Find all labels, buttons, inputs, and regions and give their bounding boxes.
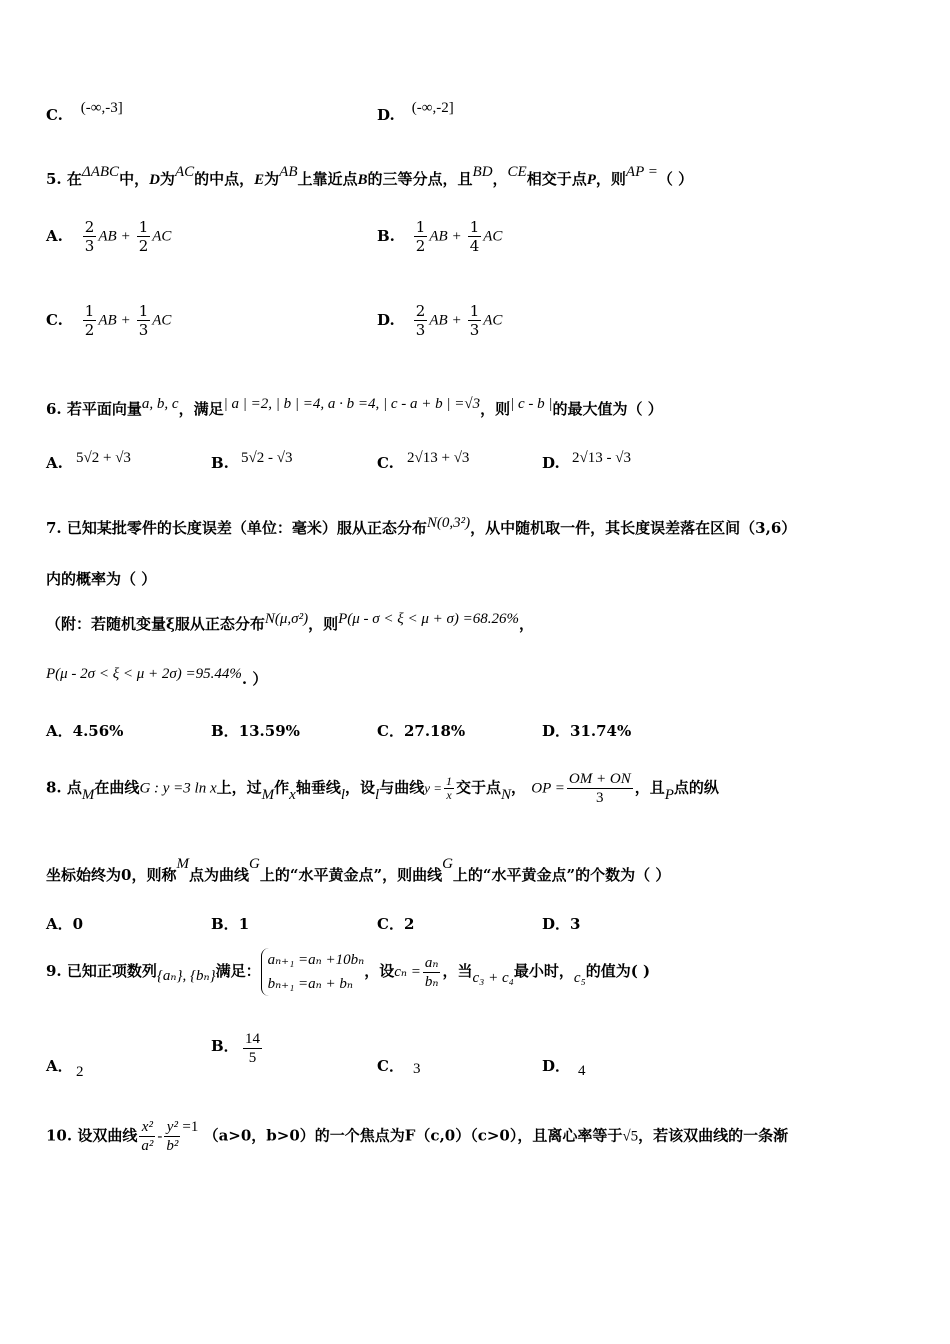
q9-option-b[interactable]: B． $\frac{14}{5}$ [211,1031,260,1066]
q9-stem: 9. 已知正项数列{aₙ}, {bₙ}满足： aₙ₊₁ =aₙ +10bₙ bₙ₊₁ =aₙ + bₙ ，设cₙ = $\frac{\text{aₙ}}{\text{bₙ}}$ ，当c₃ + c₄最小时，c₅的值为( ) [46,948,650,996]
q4-option-d[interactable] [377,100,454,125]
q10-stem: 10. 设双曲线 $\frac{\text{x²}}{\text{a²}}$ - $\frac{\text{y²}}{\text{b²}}$ =1 （a>0，b>0）的一个焦点为F（c,0）（c>0），且离心率等于√5，若该双曲线的一条渐 [46,1118,789,1154]
q6-option-c[interactable]: C. 2√13 + √3 [377,450,470,472]
q9-option-c[interactable]: C． 3 [377,1057,421,1077]
q8-stem: 8. 点M在曲线G : y =3 ln x上，过M作x轴垂线l，设l与曲线y = $\frac{1}{x}$ 交于点N， OP = $\frac{OM + ON}{3}$ ，且P点的纵 [46,771,719,806]
option-label: C. [46,106,63,124]
q5-option-c[interactable]: C. $\frac{1}{2}$ AB + $\frac{1}{3}$ AC [46,302,172,339]
q6-option-a[interactable]: A. 5√2 + √3 [46,450,131,472]
option-math: (-∞,-2] [411,100,454,116]
q8-option-b[interactable]: B．1 [211,915,250,933]
q8-stem-line2: 坐标始终为0，则称M点为曲线G上的“水平黄金点”，则曲线G上的“水平黄金点”的个数为（ ） [46,856,671,884]
q7-option-a[interactable]: A．4.56% [46,722,124,740]
q7-stem: 7. 已知某批零件的长度误差（单位：毫米）服从正态分布N(0,3²)，从中随机取一件，其长度误差落在区间（3,6） [46,515,797,537]
option-label: D. [377,106,395,124]
q7-option-b[interactable]: B．13.59% [211,722,300,740]
q6-option-d[interactable]: D. 2√13 - √3 [542,450,631,472]
q9-system: aₙ₊₁ =aₙ +10bₙ bₙ₊₁ =aₙ + bₙ [261,948,365,996]
q7-stem-line2: 内的概率为（ ） [46,570,157,588]
q7-note-line2: P(μ - 2σ < ξ < μ + 2σ) =95.44%. ） [46,666,268,688]
option-math: (-∞,-3] [80,100,123,116]
q5-option-b[interactable]: B. $\frac{1}{2}$ AB + $\frac{1}{4}$ AC [377,218,503,255]
q7-option-c[interactable]: C．27.18% [377,722,466,740]
q7-note: （附：若随机变量ξ服从正态分布N(μ,σ²)，则P(μ - σ < ξ < μ + σ) =68.26%， [46,611,535,633]
q4-option-c[interactable] [46,100,123,125]
q6-stem: 6. 若平面向量a, b, c，满足| a | =2, | b | =4, a · b =4, | c - a + b | =√3，则| c - b |的最大值为（ ） [46,396,663,418]
q6-option-b[interactable]: B. 5√2 - √3 [211,450,293,472]
q5-stem: 5. 在ΔABC中，D为AC的中点，E为AB上靠近点B的三等分点，且BD，CE相交于点P，则AP =（ ） [46,164,694,188]
q5-option-a[interactable]: A. $\frac{2}{3}$ AB + $\frac{1}{2}$ AC [46,218,172,255]
q9-option-a[interactable]: A． 2 [46,1057,84,1080]
q8-option-a[interactable]: A．0 [46,915,84,933]
q8-option-d[interactable]: D．3 [542,915,581,933]
q5-option-d[interactable]: D. $\frac{2}{3}$ AB + $\frac{1}{3}$ AC [377,302,503,339]
q8-option-c[interactable]: C．2 [377,915,415,933]
q7-option-d[interactable]: D．31.74% [542,722,632,740]
q9-option-d[interactable]: D． 4 [542,1057,586,1079]
